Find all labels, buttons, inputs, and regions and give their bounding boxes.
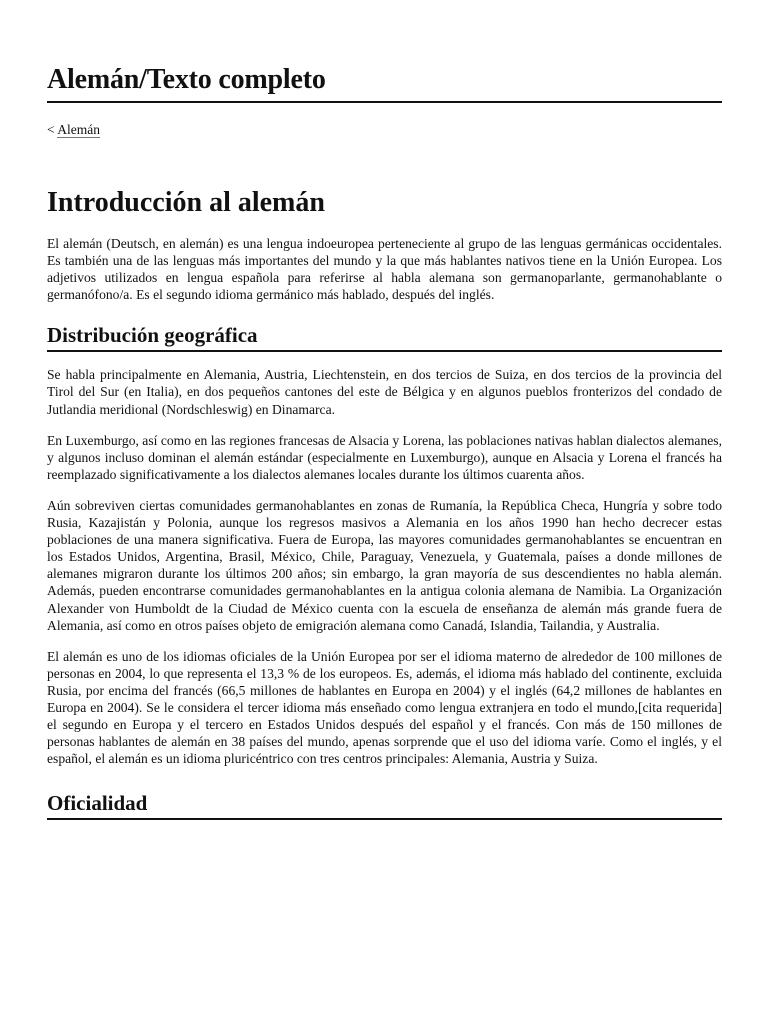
breadcrumb	[47, 121, 722, 139]
heading-introduccion: Introducción al alemán	[47, 187, 325, 218]
paragraph-distribucion-1: Se habla principalmente en Alemania, Austria, Liechtenstein, en dos tercios de Suiza, en dos tercios de la provincia del Tirol del Sur (en Italia), en dos pequeños cantones del este de Bélgica y en algunos pueblos fronterizos del condado de Jutlandia meridional (Nordschleswig) en Dinamarca.	[47, 367, 722, 417]
page-title: Alemán/Texto completo	[47, 61, 722, 103]
paragraph-distribucion-2: En Luxemburgo, así como en las regiones francesas de Alsacia y Lorena, las poblaciones nativas hablan dialectos alemanes, y algunos incluso dominan el alemán estándar (especialmente en Luxemburgo), aunque en Alsacia y Lorena el francés ha reemplazado significativamente a los dialectos alemanes locales durante los últimos cuarenta años.	[47, 432, 722, 482]
paragraph-distribucion-3: Aún sobreviven ciertas comunidades germanohablantes en zonas de Rumanía, la República Checa, Hungría y sobre todo Rusia, Kazajistán y Polonia, aunque los regresos masivos a Alemania en los años 1990 han hecho decrecer estas poblaciones de una manera significativa. Fuera de Europa, las mayores comunidades germanohablantes se encuentran en los Estados Unidos, Argentina, Brasil, México, Chile, Paraguay, Venezuela, y Guatemala, países a donde millones de alemanes migraron durante los últimos 200 años; sin embargo, la gran mayoría de sus descendientes no habla alemán. Además, pueden encontrarse comunidades germanohablantes en la antigua colonia alemana de Namibia. La Organización Alexander von Humboldt de la Ciudad de México cuenta con la escuela de enseñanza de alemán más grande fuera de Alemania, así como en otros países objeto de emigración alemana como Canadá, Islandia, Tailandia, y Australia.	[47, 497, 722, 633]
paragraph-distribucion-4: El alemán es uno de los idiomas oficiales de la Unión Europea por ser el idioma materno de alrededor de 100 millones de personas en 2004, lo que representa el 13,3 % de los europeos. Es, además, el idioma más hablado del continente, excluida Rusia, por encima del francés (66,5 millones de hablantes en Europa en 2004) y el inglés (64,2 millones de hablantes en Europa en 2004). Se le considera el tercer idioma más enseñado como lengua extranjera en todo el mundo,[cita requerida] el segundo en Europa y el tercero en Estados Unidos después del español y el francés. Con más de 150 millones de personas hablantes de alemán en 38 países del mundo, apenas sorprende que el uso del idioma varíe. Como el inglés, y el español, el alemán es un idioma pluricéntrico con tres centros principales: Alemania, Austria y Suiza.	[47, 648, 722, 767]
page	[47, 0, 722, 820]
heading-distribucion: Distribución geográfica	[47, 321, 722, 352]
breadcrumb-link-aleman[interactable]: Alemán	[57, 122, 101, 137]
paragraph-intro: El alemán (Deutsch, en alemán) es una lengua indoeuropea perteneciente al grupo de las lenguas germánicas occidentales. Es también una de las lenguas más importantes del mundo y la que más hablantes nativos tiene en la Unión Europea. Los adjetivos utilizados en lengua española para referirse al habla alemana son germanoparlante, germanohablante o germanófono/a. Es el segundo idioma germánico más hablado, después del inglés.	[47, 236, 722, 303]
heading-oficialidad: Oficialidad	[47, 789, 722, 820]
breadcrumb-prefix: <	[47, 122, 55, 137]
